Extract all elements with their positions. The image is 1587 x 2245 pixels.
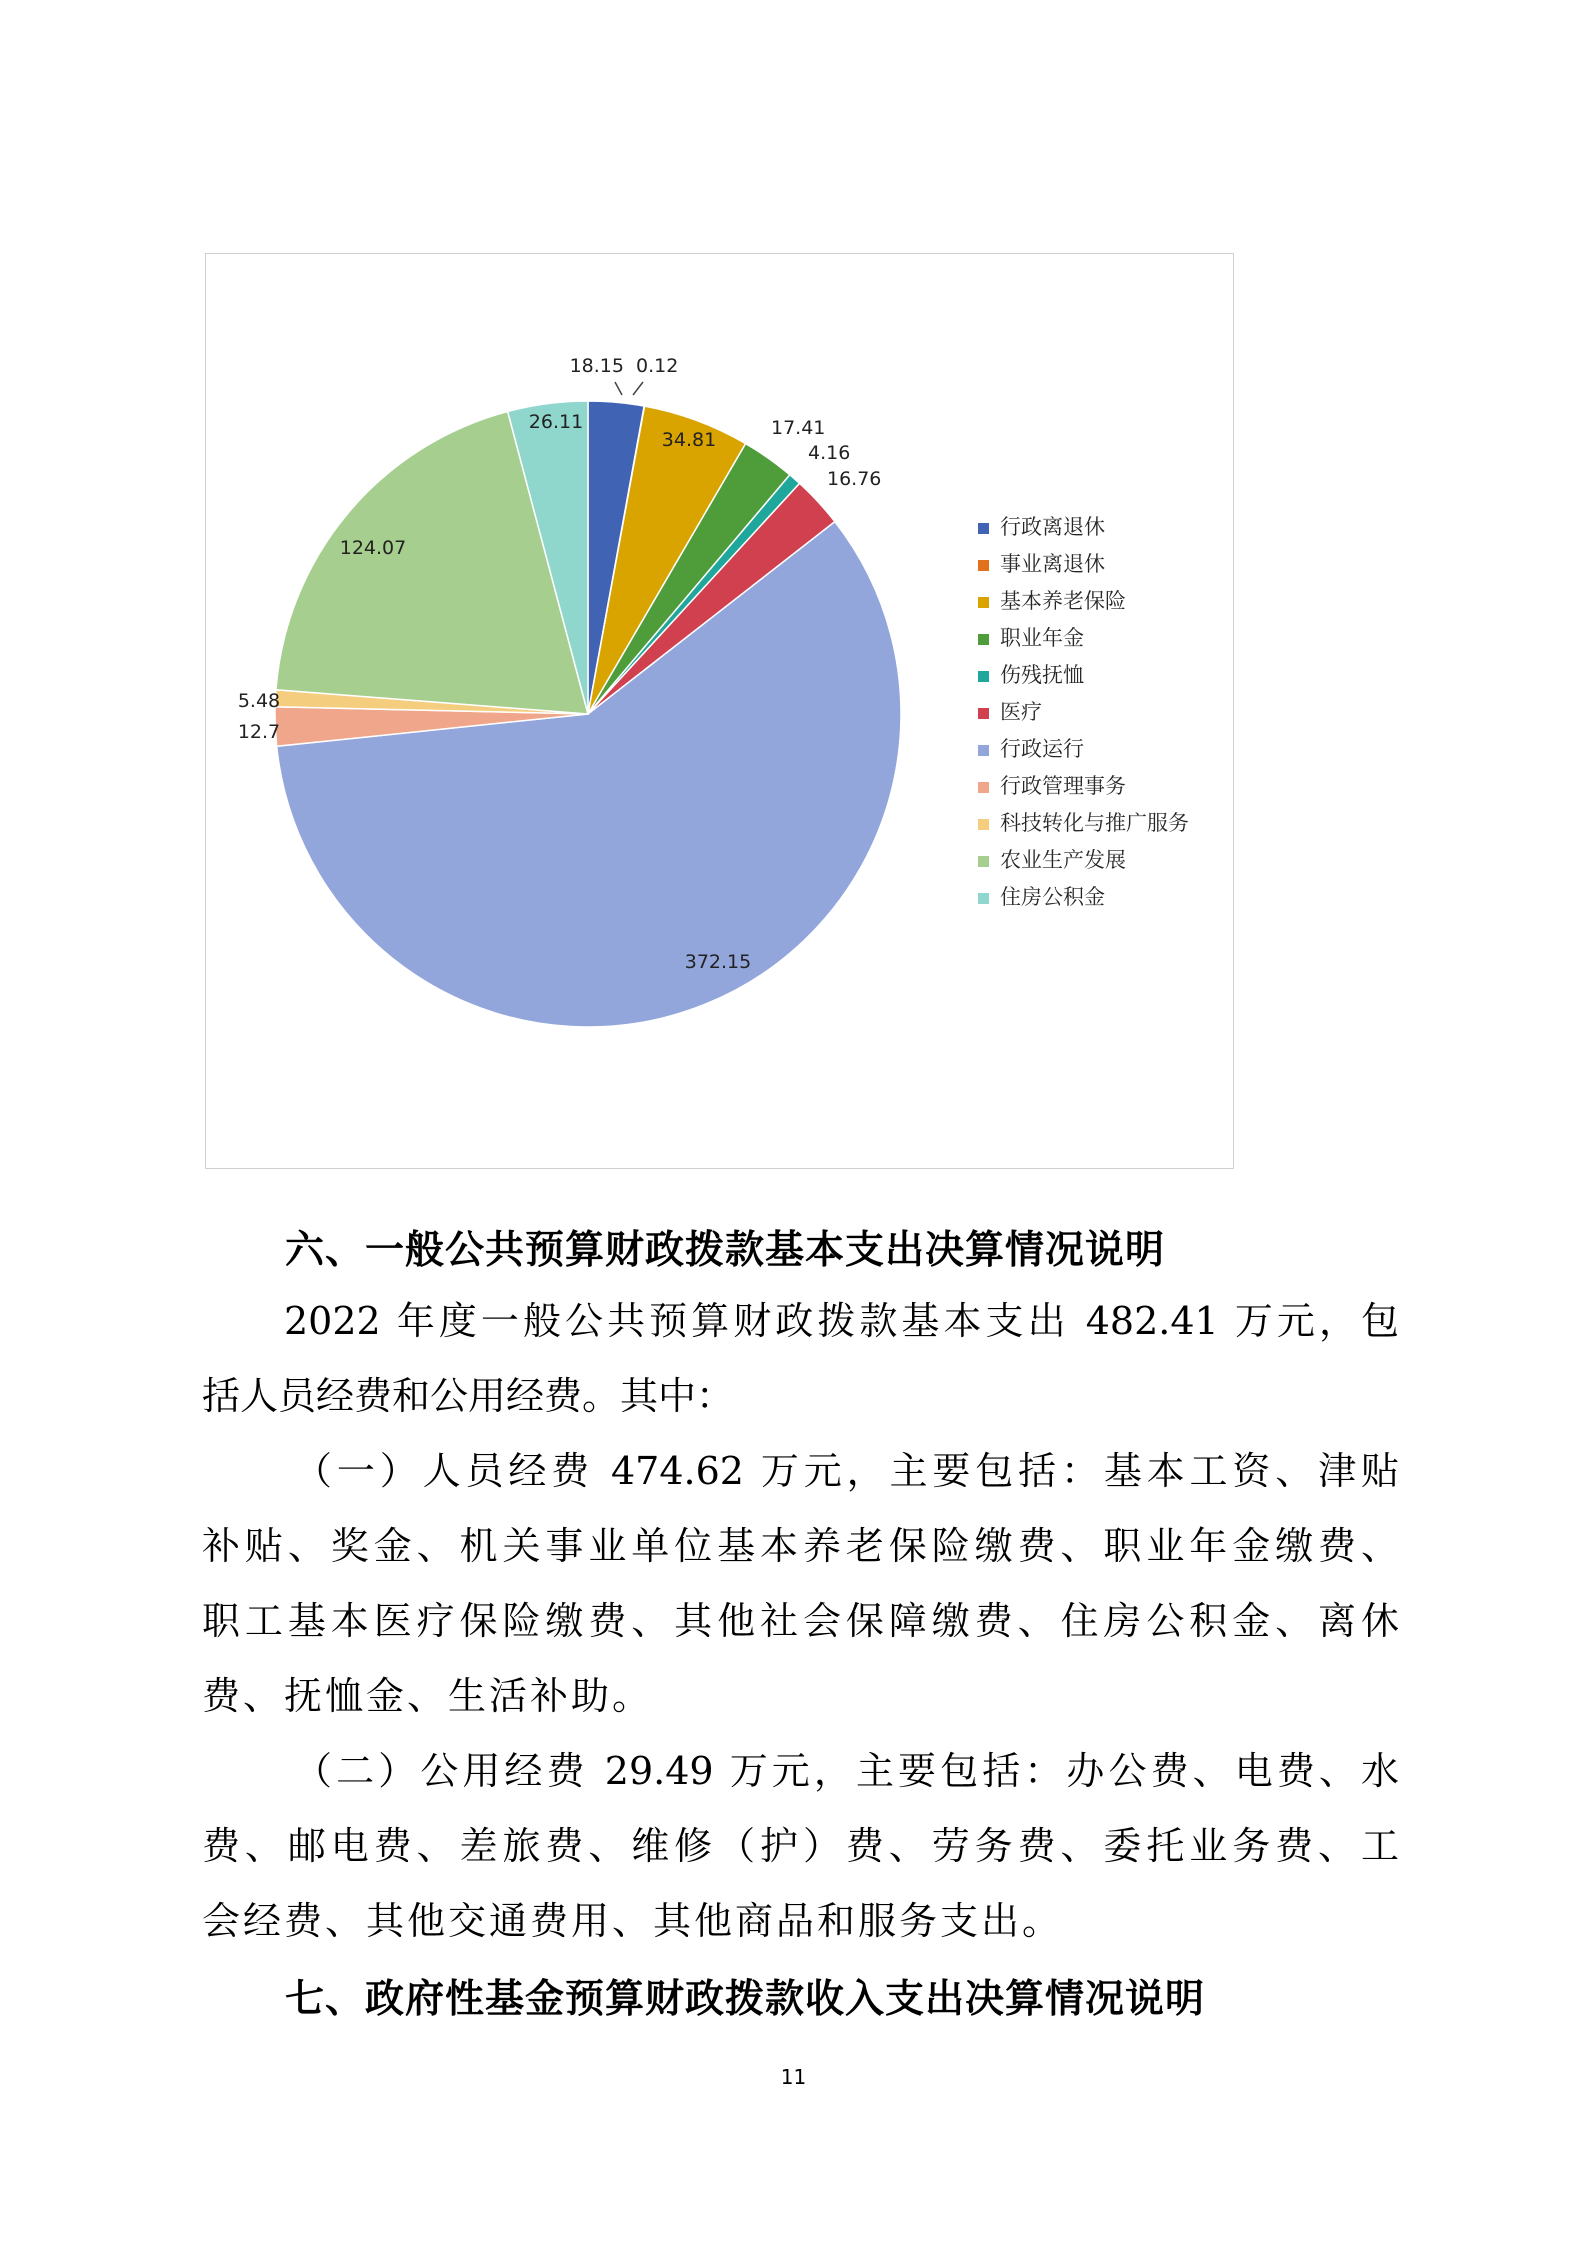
- legend-swatch: [978, 634, 989, 645]
- paragraph-line: 费、抚恤金、生活补助。: [202, 1674, 654, 1718]
- page-number: 11: [780, 2065, 807, 2089]
- legend-label: 行政管理事务: [1000, 774, 1126, 798]
- legend-label: 职业年金: [1000, 626, 1084, 650]
- paragraph-line: （二）公用经费 29.49 万元，主要包括：办公费、电费、水: [294, 1749, 1399, 1793]
- legend-label: 行政离退休: [1000, 515, 1105, 539]
- legend-swatch: [978, 523, 989, 534]
- paragraph-line: （一）人员经费 474.62 万元，主要包括：基本工资、津贴: [294, 1449, 1399, 1493]
- data-label: 0.12: [636, 355, 679, 377]
- paragraph-line: 会经费、其他交通费用、其他商品和服务支出。: [202, 1899, 1064, 1943]
- data-label: 18.15: [569, 355, 624, 377]
- legend-swatch: [978, 782, 989, 793]
- legend-swatch: [978, 708, 989, 719]
- paragraph-line: 括人员经费和公用经费。其中：: [202, 1374, 735, 1418]
- legend-swatch: [978, 819, 989, 830]
- paragraph-line: 职工基本医疗保险缴费、其他社会保障缴费、住房公积金、离休: [202, 1599, 1399, 1643]
- legend-label: 行政运行: [1000, 737, 1084, 761]
- data-label: 124.07: [339, 537, 407, 559]
- legend-label: 住房公积金: [1000, 885, 1105, 909]
- paragraph-line: 补贴、奖金、机关事业单位基本养老保险缴费、职业年金缴费、: [202, 1524, 1399, 1568]
- legend-label: 事业离退休: [1000, 552, 1105, 576]
- data-label: 5.48: [237, 690, 281, 712]
- legend-label: 医疗: [1000, 700, 1042, 724]
- legend-label: 伤残抚恤: [1000, 663, 1084, 687]
- leader-line: [633, 382, 643, 395]
- paragraph-line: 2022 年度一般公共预算财政拨款基本支出 482.41 万元，包: [284, 1299, 1399, 1343]
- section-heading-6: 六、一般公共预算财政拨款基本支出决算情况说明: [285, 1228, 1166, 1273]
- legend-swatch: [978, 560, 989, 571]
- legend-swatch: [978, 597, 989, 608]
- legend-swatch: [978, 745, 989, 756]
- legend-swatch: [978, 856, 989, 867]
- pie-chart: [206, 254, 1235, 1170]
- legend-label: 科技转化与推广服务: [1000, 811, 1189, 835]
- data-label: 34.81: [661, 429, 717, 451]
- data-label: 26.11: [528, 411, 584, 433]
- legend-swatch: [978, 893, 989, 904]
- legend-swatch: [978, 671, 989, 682]
- legend-label: 农业生产发展: [1000, 848, 1126, 872]
- data-label: 17.41: [771, 417, 826, 439]
- legend-label: 基本养老保险: [1000, 589, 1126, 613]
- section-heading-7: 七、政府性基金预算财政拨款收入支出决算情况说明: [285, 1977, 1206, 2022]
- paragraph-line: 费、邮电费、差旅费、维修（护）费、劳务费、委托业务费、工: [202, 1824, 1399, 1868]
- chart-frame: [205, 253, 1234, 1169]
- leader-line: [615, 382, 622, 395]
- data-label: 4.16: [808, 442, 851, 464]
- data-label: 372.15: [684, 951, 752, 973]
- data-label: 12.7: [237, 721, 281, 743]
- data-label: 16.76: [827, 468, 882, 490]
